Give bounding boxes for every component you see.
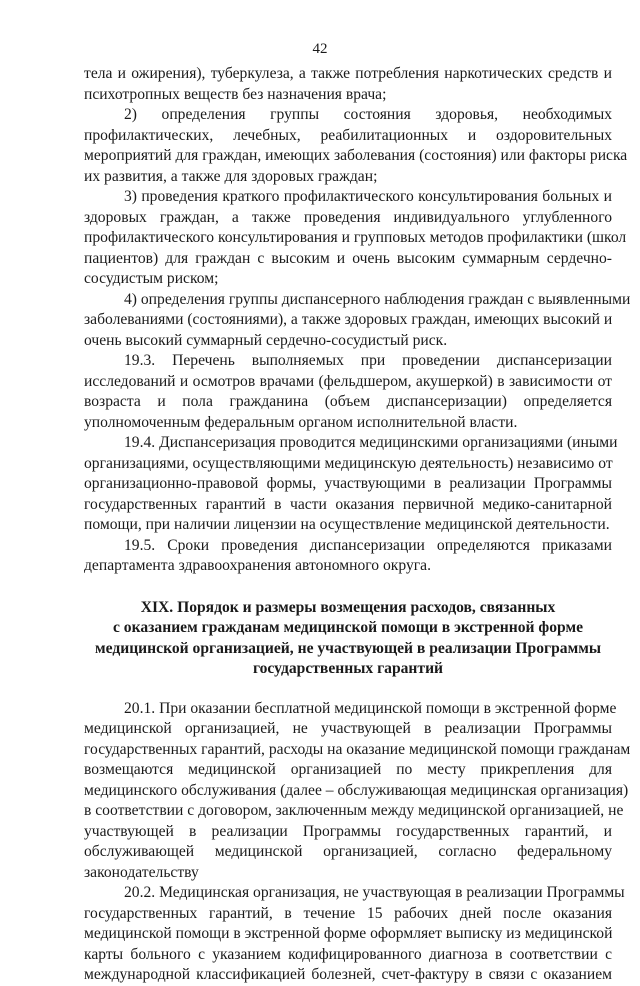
text-line: заболеваниями (состояниями), а также здоровых граждан, имеющих высокий и xyxy=(84,311,613,328)
text-line: их развития, а также для здоровых граждан; xyxy=(84,167,378,185)
text-line: 19.5. Сроки проведения диспансеризации определяются приказами xyxy=(124,536,612,554)
text-line: 20.1. При оказании бесплатной медицинской помощи в экстренной форме xyxy=(124,699,617,717)
text-line: 19.3. Перечень выполняемых при проведении диспансеризации xyxy=(124,352,612,369)
paragraph xyxy=(84,883,625,986)
text-line: уполномоченным федеральным органом исполнительной власти. xyxy=(84,413,518,431)
text-line: медицинского обслуживания (далее – обслуживающая медицинская организация) xyxy=(84,781,629,799)
text-line: департамента здравоохранения автономного округа. xyxy=(84,557,431,574)
text-line: карты больного с указанием кодифицированного диагноза в соответствии с xyxy=(84,945,612,963)
section-20-paragraphs xyxy=(84,699,631,986)
paragraph xyxy=(84,290,631,352)
paragraph xyxy=(84,187,627,290)
text-line: профилактического консультирования и групповых методов профилактики (школ xyxy=(84,229,627,246)
paragraph xyxy=(84,105,628,187)
text-line: очень высокий суммарный сердечно-сосудистый риск. xyxy=(84,331,448,349)
section-heading xyxy=(84,598,612,680)
text-line: организационно-правовой формы, участвующими в реализации Программы xyxy=(84,475,612,492)
text-line: 4) определения группы диспансерного наблюдения граждан с выявленными xyxy=(124,290,631,308)
text-line: сосудистым риском; xyxy=(84,270,219,287)
text-line: государственных гарантий, расходы на оказание медицинской помощи гражданам xyxy=(84,740,631,758)
heading-line: медицинской организацией, не участвующей в реализации Программы xyxy=(94,639,601,657)
section-19-paragraphs xyxy=(84,64,631,577)
paragraph xyxy=(84,433,618,536)
paragraph xyxy=(84,64,612,105)
text-line: участвующей в реализации Программы государственных гарантий, и xyxy=(84,822,612,840)
text-line: помощи, при наличии лицензии на осуществление медицинской деятельности. xyxy=(84,516,610,533)
document-body xyxy=(84,64,631,986)
text-line: здоровых граждан, а также проведения индивидуального углубленного xyxy=(84,208,612,226)
text-line: психотропных веществ без назначения врача; xyxy=(84,85,387,103)
text-line: пациентов) для граждан с высоким и очень высоким суммарным сердечно- xyxy=(84,249,612,267)
paragraph xyxy=(84,536,612,577)
text-line: исследований и осмотров врачами (фельдшером, акушеркой) в зависимости от xyxy=(84,372,612,390)
heading-line: XIX. Порядок и размеры возмещения расходов, связанных xyxy=(140,598,556,616)
text-line: законодательству xyxy=(84,863,199,881)
text-line: возраста и пола гражданина (объем диспансеризации) определяется xyxy=(84,393,612,410)
page-number: 42 xyxy=(312,41,328,57)
text-line: 20.2. Медицинская организация, не участвующая в реализации Программы xyxy=(124,884,625,901)
text-line: государственных гарантий, в течение 15 рабочих дней после оказания xyxy=(84,904,612,922)
text-line: медицинской помощи в экстренной форме оформляет выписку из медицинской xyxy=(84,925,613,942)
text-line: государственных гарантий в части оказания первичной медико-санитарной xyxy=(84,495,612,513)
text-line: в соответствии с договором, заключенным между медицинской организацией, не xyxy=(84,802,624,819)
paragraph xyxy=(84,351,612,433)
text-line: медицинской организацией, не участвующей в реализации Программы xyxy=(84,720,612,737)
heading-line: государственных гарантий xyxy=(252,660,444,677)
text-line: 19.4. Диспансеризация проводится медицинскими организациями (иными xyxy=(124,434,618,451)
text-line: 2) определения группы состояния здоровья, необходимых xyxy=(124,106,612,123)
text-line: 3) проведения краткого профилактического консультирования больных и xyxy=(124,188,612,205)
text-line: организациями, осуществляющими медицинскую деятельность) независимо от xyxy=(84,454,613,472)
heading-line: с оказанием гражданам медицинской помощи в экстренной форме xyxy=(112,619,583,636)
text-line: международной классификацией болезней, счет-фактуру в связи с оказанием xyxy=(84,966,612,983)
text-line: профилактических, лечебных, реабилитационных и оздоровительных xyxy=(84,126,612,144)
text-line: обслуживающей медицинской организацией, согласно федеральному xyxy=(84,843,612,860)
text-line: возмещаются медицинской организацией по месту прикрепления для xyxy=(84,761,612,778)
text-line: мероприятий для граждан, имеющих заболевания (состояния) или факторы риска xyxy=(84,147,628,164)
paragraph xyxy=(84,699,631,884)
text-line: тела и ожирения), туберкулеза, а также потребления наркотических средств и xyxy=(84,65,612,82)
